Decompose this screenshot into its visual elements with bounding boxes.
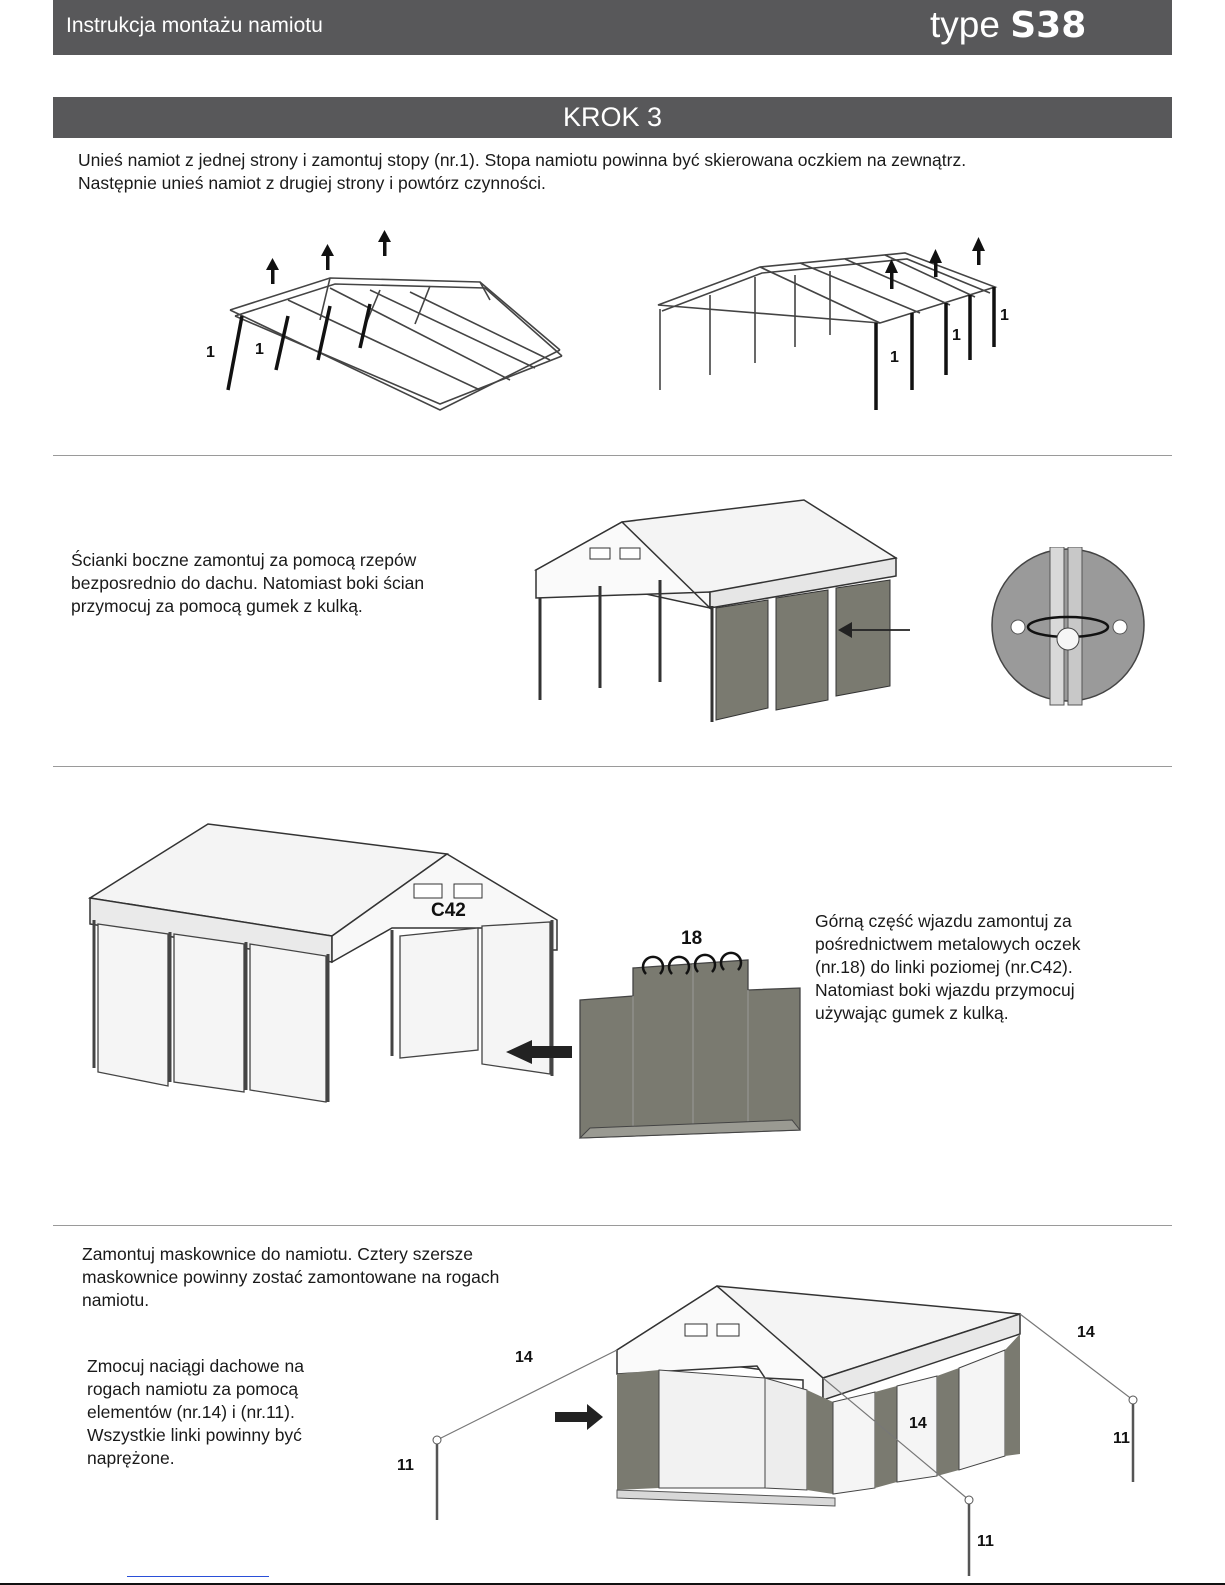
step-heading: KROK 3 bbox=[53, 97, 1172, 138]
model-type bbox=[930, 4, 1086, 46]
ball-bungee-detail bbox=[990, 547, 1150, 707]
foot-label: 1 bbox=[1000, 307, 1009, 324]
entrance-instruction: Górną część wjazdu zamontuj za pośrednictwem metalowych oczek (nr.18) do linki poziomej (nr.C42). Natomiast boki wjazdu przymocuj używając gumek z kulką. bbox=[815, 911, 1081, 1023]
document-title: Instrukcja montażu namiotu bbox=[66, 14, 323, 37]
entrance-panel-illustration bbox=[578, 920, 808, 1160]
header-bar bbox=[53, 0, 1172, 55]
section-divider bbox=[53, 455, 1172, 456]
frame-lift-right-illustration bbox=[650, 225, 1030, 420]
side-walls-illustration bbox=[530, 490, 910, 735]
tensioner-14-label: 14 bbox=[1077, 1324, 1095, 1341]
roof-guylines-instruction: Zmocuj naciągi dachowe na rogach namiotu za pomocą elementów (nr.14) i (nr.11). Wszystkie linki powinny być naprężone. bbox=[87, 1356, 304, 1468]
peg-11-label: 11 bbox=[397, 1457, 414, 1474]
foot-label: 1 bbox=[255, 341, 264, 358]
foot-label: 1 bbox=[206, 344, 215, 361]
cover-panels-instruction: Zamontuj maskownice do namiotu. Cztery szersze maskownice powinny zostać zamontowane na rogach namiotu. bbox=[82, 1244, 500, 1310]
tensioner-14-label: 14 bbox=[515, 1349, 533, 1366]
guyline-tent-illustration bbox=[395, 1250, 1180, 1580]
entrance-tent-illustration bbox=[82, 820, 582, 1110]
peg-11-label: 11 bbox=[1113, 1430, 1130, 1447]
section-divider bbox=[53, 1225, 1172, 1226]
tensioner-14-label: 14 bbox=[909, 1415, 927, 1432]
model-code: S38 bbox=[1010, 5, 1087, 46]
model-type-prefix: type bbox=[930, 4, 1000, 45]
frame-lift-left-illustration bbox=[190, 220, 580, 420]
peg-11-label: 11 bbox=[977, 1533, 994, 1550]
section-divider bbox=[53, 766, 1172, 767]
rope-c42-label: C42 bbox=[431, 900, 466, 921]
footer-link-underline[interactable] bbox=[127, 1576, 269, 1577]
side-walls-instruction: Ścianki boczne zamontuj za pomocą rzepów bezposrednio do dachu. Natomiast boki ścian przymocuj za pomocą gumek z kulką. bbox=[71, 550, 425, 616]
step-instruction-feet: Unieś namiot z jednej strony i zamontuj stopy (nr.1). Stopa namiotu powinna być skierowana oczkiem na zewnątrz. Następnie unieś namiot z drugiej strony i powtórz czynności. bbox=[78, 150, 967, 193]
foot-label: 1 bbox=[952, 327, 961, 344]
foot-label: 1 bbox=[890, 349, 899, 366]
eyelet-18-label: 18 bbox=[681, 928, 703, 949]
